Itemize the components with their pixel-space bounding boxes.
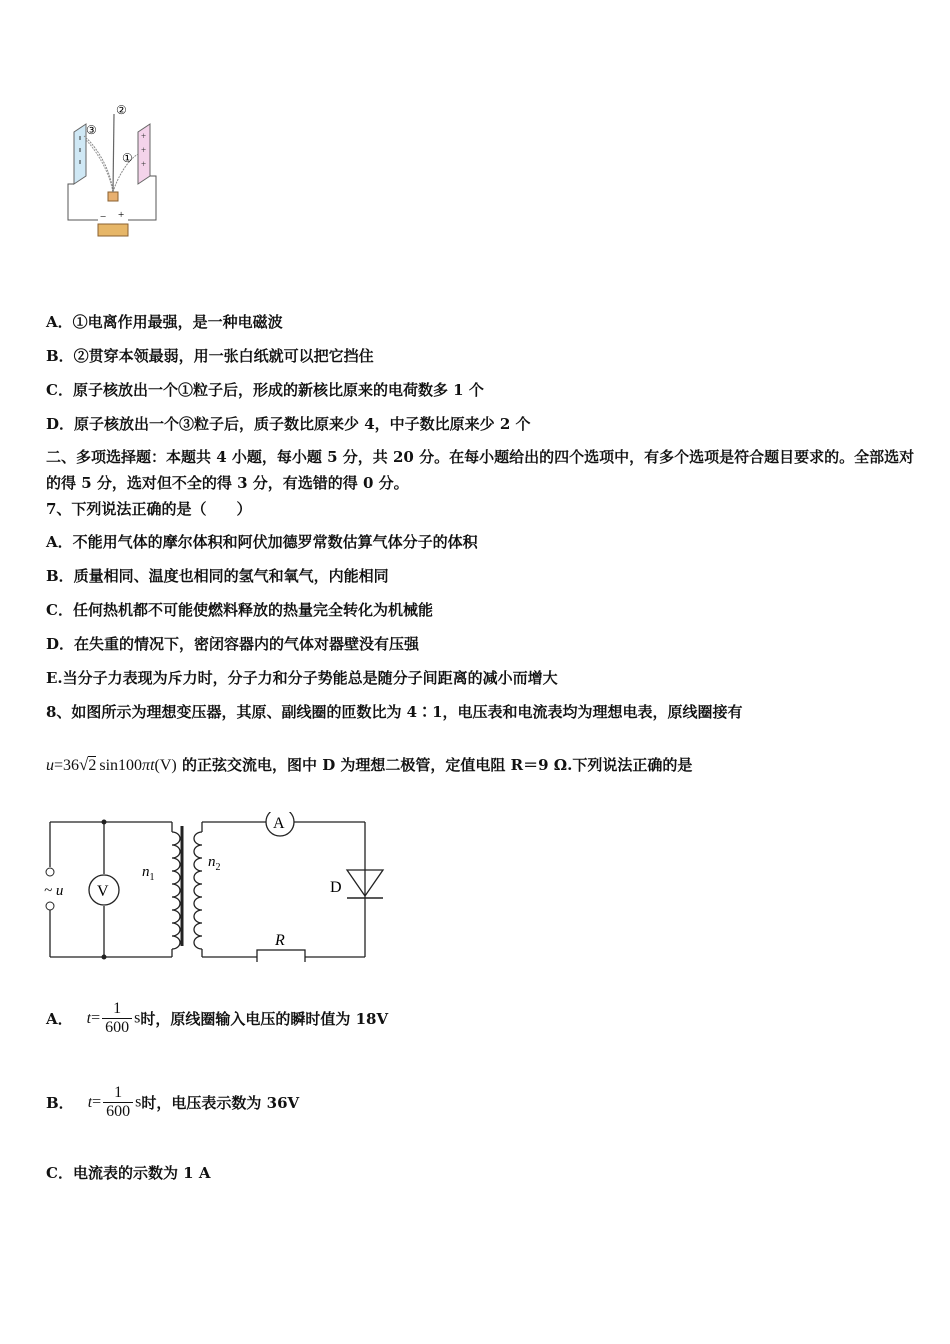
formula-sqrt: 2 — [88, 757, 97, 774]
q7-option-b[interactable]: B．质量相同、温度也相同的氢气和氧气，内能相同 — [46, 567, 389, 585]
diode — [347, 870, 383, 898]
q6-option-b[interactable]: B．②贯穿本领最弱，用一张白纸就可以把它挡住 — [46, 347, 374, 365]
svg-text:n2 — [208, 854, 221, 873]
q7-stem: 7、下列说法正确的是（ ） — [46, 500, 252, 518]
n2-sub: 2 — [215, 862, 221, 873]
section2-heading: 二、多项选择题：本题共 4 小题，每小题 5 分，共 20 分。在每小题给出的四个选项中，有多个选项是符合题目要求的。全部选对的得 5 分，选对但不全的得 3 分，有选错的得 0 分。 — [46, 448, 915, 492]
transformer-circuit — [42, 812, 392, 962]
n1-sub: 1 — [149, 872, 155, 883]
q6-option-d[interactable]: D．原子核放出一个③粒子后，质子数比原来少 4，中子数比原来少 2 个 — [46, 415, 531, 433]
q8-option-b-text: 时，电压表示数为 36V — [141, 1094, 300, 1112]
q8-option-a-unit: s — [134, 1009, 141, 1027]
svg-text:+: + — [141, 131, 147, 141]
q8-option-b[interactable] — [46, 1084, 299, 1121]
q8-option-b-unit: s — [135, 1093, 142, 1111]
ammeter-label: A — [273, 815, 285, 832]
label-3: ③ — [86, 123, 97, 137]
q6-option-a[interactable]: A．①电离作用最强，是一种电磁波 — [46, 313, 283, 331]
svg-text:+: + — [141, 159, 147, 169]
n1-label: n — [142, 864, 150, 880]
q8-option-b-t: t — [87, 1093, 93, 1111]
q7-option-a[interactable]: A．不能用气体的摩尔体积和阿伏加德罗常数估算气体分子的体积 — [46, 533, 478, 551]
voltmeter-label: V — [97, 883, 109, 900]
radiation-deflection-figure — [64, 96, 184, 246]
q8-option-a-text: 时，原线圈输入电压的瞬时值为 18V — [140, 1010, 389, 1028]
q8-option-a-letter: A． — [46, 1010, 73, 1028]
diode-label: D — [330, 879, 342, 896]
formula-pi-t: πt — [142, 757, 155, 774]
label-2: ② — [116, 103, 127, 117]
q8-option-a[interactable] — [46, 1000, 388, 1037]
left-plate — [74, 124, 86, 184]
q6-option-c[interactable]: C．原子核放出一个①粒子后，形成的新核比原来的电荷数多 1 个 — [46, 381, 484, 399]
q8-option-b-letter: B． — [46, 1094, 74, 1112]
source-label: ~ u — [44, 883, 64, 899]
svg-text:+: + — [141, 145, 147, 155]
q8-option-c[interactable]: C．电流表的示数为 1 A — [46, 1164, 211, 1182]
radioactive-source — [108, 192, 118, 201]
q7-option-c[interactable]: C．任何热机都不可能使燃料释放的热量完全转化为机械能 — [46, 601, 433, 619]
q8-option-b-frac: $\frac{1}{600}$ — [103, 1084, 133, 1121]
battery — [98, 224, 128, 236]
formula-sin: sin100 — [99, 757, 143, 774]
q7-option-e[interactable]: E.当分子力表现为斥力时，分子力和分子势能总是随分子间距离的减小而增大 — [46, 669, 558, 687]
label-1: ① — [122, 151, 133, 165]
q8-option-b-eq: = — [92, 1093, 102, 1111]
formula-eq: =36 — [54, 757, 80, 774]
q8-stem-text: 的正弦交流电，图中 D 为理想二极管，定值电阻 R＝9 Ω.下列说法正确的是 — [181, 756, 693, 774]
q8-stem-line2: u=36√2 sin100πt(V) 的正弦交流电，图中 D 为理想二极管，定值电阻 R＝9 Ω.下列说法正确的是 — [46, 755, 693, 774]
q8-option-a-eq: = — [91, 1009, 101, 1027]
battery-plus: + — [118, 209, 125, 221]
battery-minus: − — [100, 211, 107, 223]
q8-option-a-t: t — [86, 1009, 92, 1027]
q8-option-a-frac: $\frac{1}{600}$ — [102, 1000, 132, 1037]
resistor — [257, 950, 305, 962]
formula-unit: (V) — [154, 757, 177, 774]
svg-text:n1 — [142, 864, 155, 883]
resistor-label: R — [275, 932, 285, 949]
q7-option-d[interactable]: D．在失重的情况下，密闭容器内的气体对器壁没有压强 — [46, 635, 420, 653]
formula-u: u — [46, 757, 54, 774]
q8-stem-line1: 8、如图所示为理想变压器，其原、副线圈的匝数比为 4∶1，电压表和电流表均为理想电表，原线圈接有 — [46, 703, 743, 721]
n2-label: n — [208, 854, 216, 870]
